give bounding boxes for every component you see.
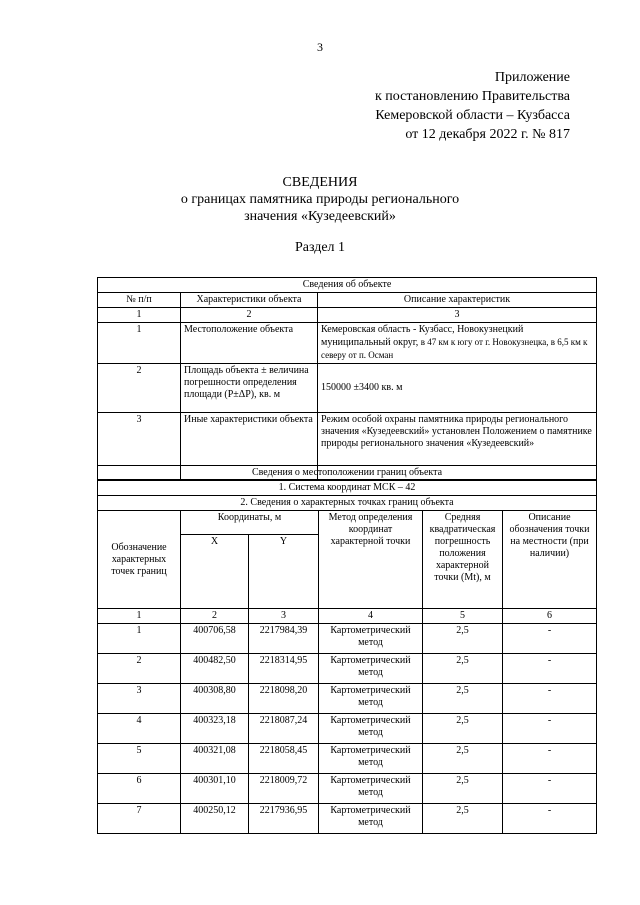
description-main: Кемеровская область - Кузбасс, Новокузнецкий муниципальный округ, xyxy=(321,324,524,348)
appendix-line: Приложение xyxy=(494,70,570,85)
header-designation: Обозначение характерных точек границ xyxy=(98,511,181,609)
point-description: - xyxy=(503,654,597,684)
column-number: 1 xyxy=(98,609,181,624)
point-number: 3 xyxy=(98,684,181,714)
table-row xyxy=(98,364,597,413)
coordinate-y: 2218098,20 xyxy=(249,684,319,714)
coordinate-system: 1. Система координат МСК – 42 xyxy=(98,481,597,496)
mean-error: 2,5 xyxy=(423,774,503,804)
header-y: Y xyxy=(249,535,319,609)
point-number: 2 xyxy=(98,654,181,684)
coordinate-y: 2218009,72 xyxy=(249,774,319,804)
characteristic-description: 150000 ±3400 кв. м xyxy=(318,364,597,413)
coordinate-x: 400301,10 xyxy=(181,774,249,804)
table-row xyxy=(98,804,597,834)
table-row xyxy=(98,744,597,774)
method: Картометрический метод xyxy=(319,654,423,684)
characteristic-name: Иные характеристики объекта xyxy=(181,413,318,480)
column-number: 2 xyxy=(181,609,249,624)
method: Картометрический метод xyxy=(319,684,423,714)
mean-error: 2,5 xyxy=(423,744,503,774)
appendix-line: Кемеровской области – Кузбасса xyxy=(375,108,570,123)
point-description: - xyxy=(503,804,597,834)
column-number: 3 xyxy=(249,609,319,624)
appendix-block xyxy=(250,68,570,144)
column-number: 3 xyxy=(318,308,597,323)
table-caption: Сведения об объекте xyxy=(98,278,597,293)
mean-error: 2,5 xyxy=(423,804,503,834)
page-number: 3 xyxy=(317,40,323,54)
title-line: о границах памятника природы регионального xyxy=(180,192,460,207)
header-coordinates: Координаты, м xyxy=(181,511,319,535)
object-info-table xyxy=(97,277,597,480)
point-number: 1 xyxy=(98,624,181,654)
characteristic-description: Режим особой охраны памятника природы регионального значения «Кузедеевский» установлен Положением о памятнике природы регионального значения «Кузедеевский» xyxy=(318,413,597,480)
point-description: - xyxy=(503,714,597,744)
coordinate-y: 2218058,45 xyxy=(249,744,319,774)
method: Картометрический метод xyxy=(319,804,423,834)
title-line: СВЕДЕНИЯ xyxy=(282,175,358,190)
coordinate-x: 400308,80 xyxy=(181,684,249,714)
coordinate-x: 400250,12 xyxy=(181,804,249,834)
column-number: 4 xyxy=(319,609,423,624)
mean-error: 2,5 xyxy=(423,654,503,684)
characteristic-name: Площадь объекта ± величина погрешности определения площади (P±ΔP), кв. м xyxy=(181,364,318,413)
table-row xyxy=(98,684,597,714)
method: Картометрический метод xyxy=(319,624,423,654)
coordinate-y: 2218314,95 xyxy=(249,654,319,684)
coordinate-x: 400323,18 xyxy=(181,714,249,744)
row-number: 2 xyxy=(98,364,181,413)
table-row xyxy=(98,774,597,804)
point-number: 6 xyxy=(98,774,181,804)
coordinate-x: 400706,58 xyxy=(181,624,249,654)
method: Картометрический метод xyxy=(319,774,423,804)
point-number: 4 xyxy=(98,714,181,744)
column-number: 6 xyxy=(503,609,597,624)
location-table xyxy=(97,465,597,834)
point-description: - xyxy=(503,684,597,714)
header-description: Описание обозначения точки на местности (при наличии) xyxy=(503,511,597,609)
point-number: 7 xyxy=(98,804,181,834)
coordinate-x: 400482,50 xyxy=(181,654,249,684)
header-error: Средняя квадратическая погрешность положения характерной точки (Mt), м xyxy=(423,511,503,609)
points-caption: 2. Сведения о характерных точках границ объекта xyxy=(98,496,597,511)
table-row xyxy=(98,714,597,744)
method: Картометрический метод xyxy=(319,744,423,774)
description-small: в 47 км к югу от г. Новокузнецка, в 6,5 км к северу от п. Осман xyxy=(321,337,588,360)
point-description: - xyxy=(503,624,597,654)
method: Картометрический метод xyxy=(319,714,423,744)
coordinate-y: 2217936,95 xyxy=(249,804,319,834)
title-line: значения «Кузедеевский» xyxy=(244,209,396,224)
characteristic-description xyxy=(318,323,597,364)
row-number: 1 xyxy=(98,323,181,364)
table-row xyxy=(98,323,597,364)
point-number: 5 xyxy=(98,744,181,774)
table-row xyxy=(98,624,597,654)
mean-error: 2,5 xyxy=(423,714,503,744)
appendix-line: от 12 декабря 2022 г. № 817 xyxy=(405,127,570,142)
point-description: - xyxy=(503,744,597,774)
table-row xyxy=(98,654,597,684)
table-caption: Сведения о местоположении границ объекта xyxy=(98,466,597,481)
document-title xyxy=(0,174,640,225)
coordinate-y: 2217984,39 xyxy=(249,624,319,654)
column-header: № п/п xyxy=(98,293,181,308)
mean-error: 2,5 xyxy=(423,684,503,714)
column-number: 5 xyxy=(423,609,503,624)
coordinate-x: 400321,08 xyxy=(181,744,249,774)
mean-error: 2,5 xyxy=(423,624,503,654)
point-description: - xyxy=(503,774,597,804)
section-heading: Раздел 1 xyxy=(294,240,346,255)
header-method: Метод определения координат характерной точки xyxy=(319,511,423,609)
column-number: 1 xyxy=(98,308,181,323)
characteristic-name: Местоположение объекта xyxy=(181,323,318,364)
row-number: 3 xyxy=(98,413,181,480)
header-x: X xyxy=(181,535,249,609)
column-header: Характеристики объекта xyxy=(181,293,318,308)
appendix-line: к постановлению Правительства xyxy=(374,89,570,104)
column-header: Описание характеристик xyxy=(318,293,597,308)
coordinate-y: 2218087,24 xyxy=(249,714,319,744)
column-number: 2 xyxy=(181,308,318,323)
